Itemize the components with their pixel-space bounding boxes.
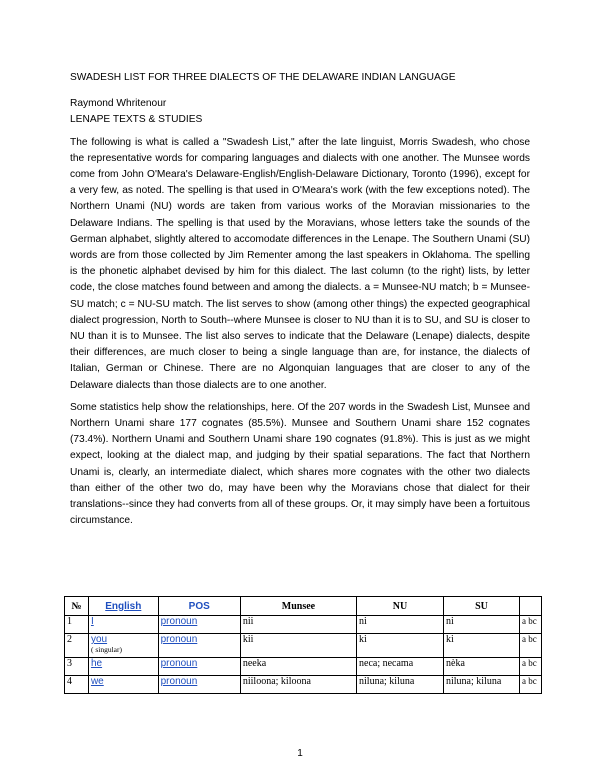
series-name: LENAPE TEXTS & STUDIES bbox=[70, 114, 203, 126]
row-munsee: neeka bbox=[240, 658, 356, 676]
english-word-link[interactable]: I bbox=[90, 616, 94, 627]
header-english-link[interactable]: English bbox=[105, 600, 142, 612]
row-nu: neca; necama bbox=[357, 658, 444, 676]
swadesh-table bbox=[64, 596, 542, 694]
page-number: 1 bbox=[297, 748, 303, 759]
row-munsee: kii bbox=[240, 634, 356, 658]
row-munsee: niiloona; kiloona bbox=[240, 676, 356, 694]
document-title: SWADESH LIST FOR THREE DIALECTS OF THE DELAWARE INDIAN LANGUAGE bbox=[70, 72, 456, 83]
row-nu: ni bbox=[357, 616, 444, 634]
author-name: Raymond Whritenour bbox=[70, 98, 167, 110]
document-page bbox=[70, 70, 530, 535]
table-row bbox=[65, 658, 542, 676]
row-number: 4 bbox=[65, 676, 89, 694]
header-pos: POS bbox=[158, 597, 240, 616]
row-su: niluna; kiluna bbox=[444, 676, 520, 694]
header-english bbox=[88, 597, 158, 616]
row-match-code: a bc bbox=[519, 616, 541, 634]
row-pos bbox=[158, 634, 240, 658]
row-pos bbox=[158, 676, 240, 694]
row-munsee: nii bbox=[240, 616, 356, 634]
row-number: 3 bbox=[65, 658, 89, 676]
header-number: № bbox=[65, 597, 89, 616]
table-row bbox=[65, 676, 542, 694]
row-nu: niluna; kiluna bbox=[357, 676, 444, 694]
table-row bbox=[65, 616, 542, 634]
english-word-link[interactable]: we bbox=[90, 676, 104, 687]
table-row bbox=[65, 634, 542, 658]
row-pos bbox=[158, 658, 240, 676]
intro-paragraph: The following is what is called a "Swadesh List," after the late linguist, Morris Swadesh, who chose the representative words for comparing languages and dialects with one another. The Munsee words come from John O'Meara's Delaware-English/English-Delaware Dictionary, Toronto (1996), except for a very few, as noted. The spelling is that used in O'Meara's work (with the few exceptions noted). The Northern Unami (NU) words are taken from various works of the Moravian missionaries to the Delaware Indians. The spelling is that used by the Moravians, whose letters take the sounds of the German alphabet, slightly altered to accomodate differences in the Lenape. The Southern Unami (SU) words are from those collected by Jim Rementer among the last speakers in Oklahoma. The spelling is the phonetic alphabet devised by him for this dialect. The last column (to the right) lists, by letter code, the close matches found between and among the dialects. a = Munsee-NU match; b = Munsee-SU match; c = NU-SU match. The list serves to show (among other things) the expected geographical dialect progression, North to South--where Munsee is closer to NU than it is to SU, and SU is closer to NU than it is to Munsee. The list also serves to indicate that the Delaware (Lenape) dialects, despite their differences, are much closer to being a single language than are, for instance, the dialects of Italian, German or Chinese. There are no Algonquian languages that are closer to any of the Delaware dialects than those dialects are to one another. bbox=[70, 136, 530, 391]
row-english bbox=[88, 658, 158, 676]
row-match-code: a bc bbox=[519, 634, 541, 658]
english-note: ( singular) bbox=[90, 645, 122, 654]
row-match-code: a bc bbox=[519, 658, 541, 676]
pos-link[interactable]: pronoun bbox=[160, 634, 198, 645]
row-su: ni bbox=[444, 616, 520, 634]
row-su: nèka bbox=[444, 658, 520, 676]
row-pos bbox=[158, 616, 240, 634]
pos-link[interactable]: pronoun bbox=[160, 658, 198, 669]
header-code bbox=[519, 597, 541, 616]
english-word-link[interactable]: he bbox=[90, 658, 103, 669]
header-nu: NU bbox=[357, 597, 444, 616]
row-english bbox=[88, 634, 158, 658]
row-number: 1 bbox=[65, 616, 89, 634]
table-header-row bbox=[65, 597, 542, 616]
pos-link[interactable]: pronoun bbox=[160, 616, 198, 627]
row-match-code: a bc bbox=[519, 676, 541, 694]
row-number: 2 bbox=[65, 634, 89, 658]
row-english bbox=[88, 616, 158, 634]
statistics-paragraph: Some statistics help show the relationships, here. Of the 207 words in the Swadesh List, Munsee and Northern Unami share 177 cognates (85.5%). Munsee and Southern Unami share 152 cognates (73.4%). Northern Unami and Southern Unami share 190 cognates (91.8%). This is just as we might expect, looking at the dialect map, and judging by their spatial separations. The fact that Northern Unami is, clearly, an intermediate dialect, which shares more cognates with the other two dialects than either of the other two do, may have been why the Moravians chose that dialect for their translations--since they had converts from all of these groups. Or, it may simply have been a fortuitous circumstance. bbox=[70, 401, 530, 527]
english-word-link[interactable]: you bbox=[90, 634, 108, 645]
row-nu: ki bbox=[357, 634, 444, 658]
row-english bbox=[88, 676, 158, 694]
row-su: ki bbox=[444, 634, 520, 658]
header-su: SU bbox=[444, 597, 520, 616]
pos-link[interactable]: pronoun bbox=[160, 676, 198, 687]
header-munsee: Munsee bbox=[240, 597, 356, 616]
